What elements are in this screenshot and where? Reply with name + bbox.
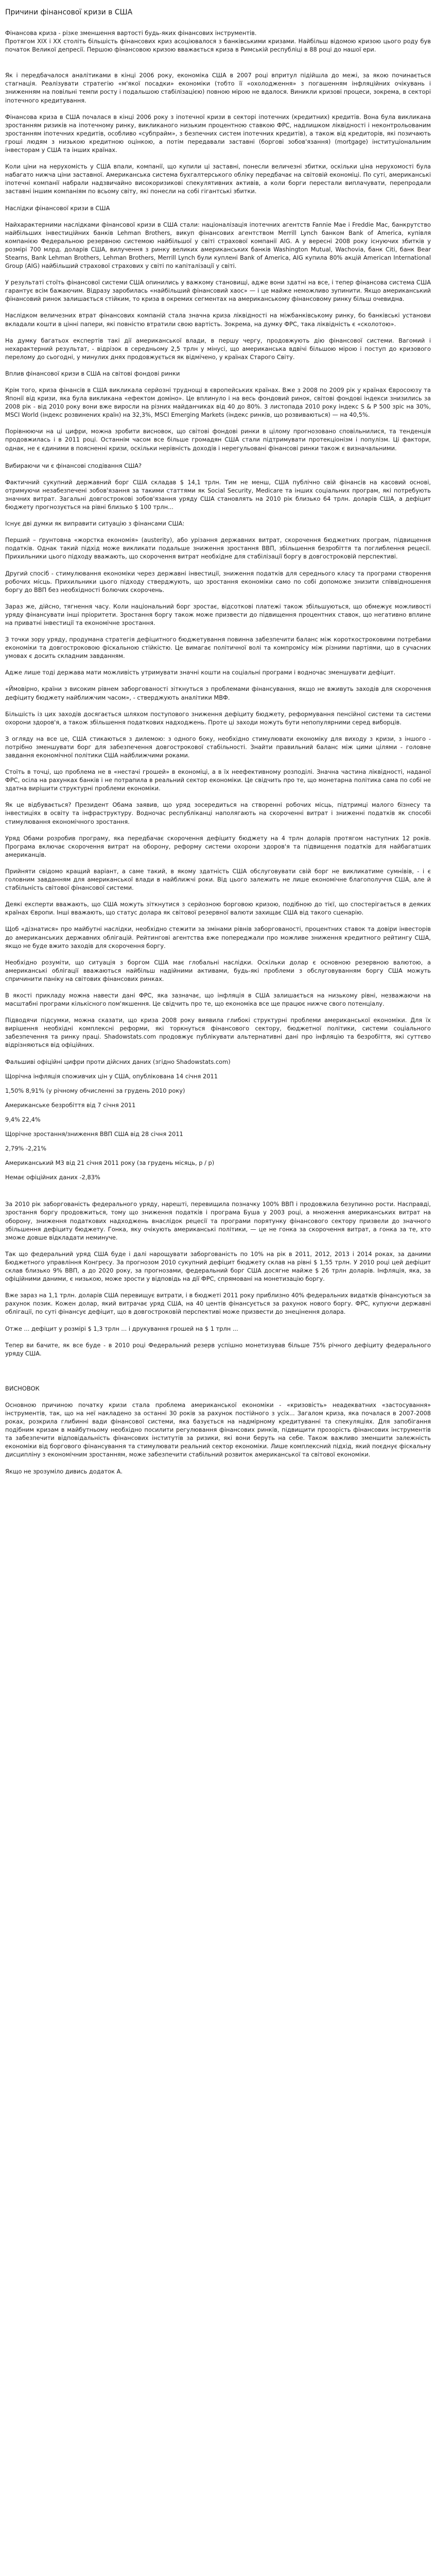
body-paragraph: Необхідно розуміти, що ситуація з боргом США має глобальні наслідки. Оскільки долар є основною резервною валютою, а американські облігації вважаються найбільш надійними активами, будь-які проблеми з обслуговуванням боргу США можуть спричинити паніку на світових фінансових ринках. — [5, 958, 431, 982]
conclusion-heading: ВИСНОВОК — [5, 1384, 40, 1392]
section-heading: Вплив фінансової кризи в США на світові фондові ринки — [5, 369, 180, 377]
body-paragraph: Тепер ви бачите, як все буде - в 2010 році Федеральний резерв успішно монетизував більше 75% річного дефіциту федерального уряду США. — [5, 1341, 431, 1357]
body-paragraph: Перший – ґрунтовна «жорстка економія» (austerity), або урізання державних витрат, скорочення бюджетних програм, підвищення податків. Однак такий підхід може викликати подальше зниження зростання ВВП, збільшення безробіття та поглиблення рецесії. Прихильники цього підходу вважають, що скорочення витрат необхідне для стабілізації боргу в довгостроковій перспективі. — [5, 536, 431, 561]
body-paragraph: За 2010 рік заборгованість федерального уряду, нарешті, перевищила позначку 100% ВВП і продовжила безупинно рости. Насправді, зростання боргу продовжиться, тому що зниження податків і програма Буша у 2003 році, а множення американських витрат на оборону, зниження податкових надходжень внаслідок рецесії та програми порятунку фінансового сектору призвели до значного збільшення дефіциту бюджету. Гонка, яку очікують американські політики, — це не гонка за скорочення витрат, а гонка за те, хто зможе довше відкладати неминуче. — [5, 1200, 431, 1241]
body-paragraph: Стоїть в точці, що проблема не в «нестачі грошей» в економіці, а в їх неефективному розподілі. Значна частина ліквідності, наданої ФРС, осіла на рахунках банків і не потрапила в реальний сектор економіки. Це свідчить про те, що монетарна політика сама по собі не здатна вирішити структурні проблеми економіки. — [5, 768, 431, 792]
body-paragraph: Другий спосіб - стимулювання економіки через державні інвестиції, зниження податків для середнього класу та програми створення робочих місць. Прихильники цього підходу стверджують, що зростання економіки само по собі допоможе знизити співвідношення боргу до ВВП без необхідності болючих скорочень. — [5, 569, 431, 594]
footer-note: Якщо не зрозуміло дивись додаток А. — [5, 1467, 123, 1475]
body-paragraph: Коли ціни на нерухомість у США впали, компанії, що купили ці заставні, понесли величезні збитки, оскільки ціна нерухомості була набагато нижча ціни заставної. Американська система бухгалтерського обліку передбачає на світовій економіці. По суті, американські іпотечні компанії набрали надзвичайно високоризикові спекулятивних активів, а коли борги перестали виплачувати, перепродали заставні іншим компаніям по всьому світу, які понесли на собі гігантські збитки. — [5, 163, 431, 195]
statistics-line: Американське безробіття від 7 січня 2011 — [5, 1101, 136, 1109]
section-heading: Вибираючи чи є фінансові сподівання США? — [5, 462, 142, 469]
conclusion-paragraph: Основною причиною початку кризи стала проблема американської економіки - «кризовість» неадекватних «застосування» інструментів, так, що на неї накладено за останні 30 років за рахунок постійного з усіх... Загалом криза, яка почалася в 2007-2008 роках, розкрила глибинні вади фінансової системи, яка базується на надмірному кредитуванні та спекуляціях. Для запобігання подібним кризам в майбутньому необхідно посилити регулювання фінансових ринків, підвищити прозорість фінансових інструментів та забезпечити відповідальність фінансових інститутів за ризики, які вони беруть на себе. Також важливо зменшити залежність економіки від боргового фінансування та стимулювати реальний сектор економіки. Лише комплексний підхід, який поєднує фіскальну дисципліну з економічним зростанням, може забезпечити стабільний розвиток американської та світової економіки. — [5, 1401, 431, 1459]
body-paragraph: Порівнюючи на ці цифри, можна зробити висновок, що світові фондові ринки в цілому прогнозовано сповільнилися, та тенденція продовжилась і в 2011 році. Останнім часом все більше громадян США стали підтримувати протекціонізм і популізм. Ці фактори, однак, не є єдиними в поясненні кризи, оскільки нерівність доходів і нерегульовані фінансові ринки також є визначальними. — [5, 428, 431, 452]
intro-paragraph: Фінансова криза - різке зменшення вартості будь-яких фінансових інструментів. — [5, 29, 257, 37]
body-paragraph: Наслідком величезних втрат фінансових компаній стала значна криза ліквідності на міжбанківському ринку, бо банківські установи вкладали кошти в цінні папери, які повністю втратили свою вартість. Зокрема, на думку ФРС, така ліквідність є «сколотою». — [5, 312, 431, 328]
body-paragraph: «Ймовірно, країни з високим рівнем заборгованості зіткнуться з проблемами фінансування, якщо не вживуть заходів для скорочення дефіциту бюджету найближчим часом», - стверджують аналітики МВФ. — [5, 685, 431, 701]
body-paragraph: В якості прикладу можна навести дані ФРС, яка зазначає, що інфляція в США залишається на низькому рівні, незважаючи на масштабні програми кількісного пом'якшення. Це свідчить про те, що економіка все ще працює нижче свого потенціалу. — [5, 991, 431, 1008]
body-paragraph: На думку багатьох експертів такі дії американської влади, в першу чергу, продовжують дію фінансової системи. Вагомий і нехарактерний результат, - відрізок в середньому 2,5 трлн у мінусі, що американська вдвічі більшою мірою і поступ до кризового перелому до сьогодні, у минулих днях продовжується як відмічено, у країнах Старого Світу. — [5, 336, 431, 361]
body-paragraph: З точки зору уряду, продумана стратегія дефіцитного бюджетування повинна забезпечити баланс між короткостроковими потребами економіки та довгостроковою фіскальною стійкістю. Це вимагає політичної волі та компромісу між різними партіями, що в сучасних умовах є досить складним завданням. — [5, 636, 431, 660]
summary-line: Отже ... дефіцит у розмірі $ 1,3 трлн ... і друкування грошей на $ 1 трлн ... — [5, 1325, 238, 1332]
statistics-line: Немає офіційних даних -2,83% — [5, 1174, 100, 1181]
statistics-line: Щорічне зростання/зниження ВВП США від 28 січня 2011 — [5, 1130, 183, 1138]
body-paragraph: Уряд Обами розробив програму, яка передбачає скорочення дефіциту бюджету на 4 трлн доларів протягом наступних 12 років. Програма включає скорочення витрат на оборону, реформу системи охорони здоров'я та підвищення податків для найбагатших американців. — [5, 834, 431, 858]
body-paragraph: Крім того, криза фінансів в США викликала серйозні труднощі в європейських країнах. Вже з 2008 по 2009 рік у країнах Євросоюзу та Японії від кризи, яка була викликана «ефектом доміно». Це вплинуло і на весь фондовий ринок, світові фондові індекси знизились за 2008 рік - від 2010 року вони вже виросли на різних майданчиках від 40 до 80%. 3 листопада 2010 року індекс S & P 500 зріс на 30%, MSCI World (індекс розвинених країн) на 32,3%, MSCI Emerging Markets (індекс ринків, що розвиваються) — на 40,5%. — [5, 386, 431, 419]
body-paragraph: Більшість із цих заходів досягається шляхом поступового зниження дефіциту бюджету, реформування пенсійної системи та системи охорони здоров'я, а також збільшення податкових надходжень. Проте ці заходи можуть бути непопулярними серед виборців. — [5, 710, 431, 726]
body-paragraph: Щоб «дізнатися» про майбутні наслідки, необхідно стежити за змінами рівнів заборгованості, процентних ставок та довіри інвесторів до американських державних облігацій. Рейтингові агентства вже попереджали про можливе зниження кредитного рейтингу США, якщо не буде вжито заходів для скорочення боргу. — [5, 925, 431, 950]
body-paragraph: Найхарактерними наслідками фінансової кризи в США стали: націоналізація іпотечних агентств Fannie Mae і Freddie Mac, банкрутство найбільших інвестиційних банків Lehman Brothers, викуп фінансових агентством Merrill Lynch банком Bank of America, купівля компанією Федеральною резервною системою найбільшої у світі страхової компанії AIG. А у вересні 2008 року існуючих збитків у розмірі 700 млрд. доларів США, вилучення з ринку великих американських банків Washington Mutual, Wachovia, банк Citi, банк Bear Stearns, Bank Lehman Brothers, Lehman Brothers, Merrill Lynch були куплені Bank of America, AIG купила 80% акцій American International Group (AIG) найбільший страхової страхових у світі по капіталізації у світі. — [5, 221, 431, 270]
intro-paragraph: Протягом XIX і XX століть більшість фінансових криз асоціювалося з банківськими кризами. Найбільш відомою кризою цього роду був початок Великої депресії. Першою фінансовою кризою вважається криза в Римській республіці в 88 році до нашої ери. — [5, 38, 431, 54]
body-paragraph: Зараз же, дійсно, тягнення часу. Коли національний борг зростає, відсоткові платежі також збільшуються, що обмежує можливості уряду фінансувати інші пріоритети. Зростання боргу також може призвести до підвищення процентних ставок, що негативно вплине на приватні інвестиції та економічне зростання. — [5, 602, 431, 626]
statistics-line: 2,79% -2,21% — [5, 1145, 47, 1153]
document-title: Причини фінансової кризи в США — [5, 8, 133, 16]
statistics-line: Американський M3 від 21 січня 2011 року (за грудень місяць, р / р) — [5, 1159, 215, 1167]
body-paragraph: Прийняти свідомо кращий варіант, а саме такий, в якому здатність США обслуговувати свій борг не викликатиме сумнівів, - і є головним завданням для американської влади в найближчі роки. Від цього залежить не лише економічне благополуччя США, але й стабільність світової фінансової системи. — [5, 867, 431, 892]
statistics-block — [5, 1058, 431, 1182]
body-paragraph: У результаті стоїть фінансової системи США опинились у важкому становищі, адже вони здатні на все, і тепер фінансова система США гарантує всім бажаючим. Відразу заробилась «найбільший фінансовий хаос» — і це майже неможливо зупинити. Якщо американський фінансовий ринок залишається стійким, то криза в окремих сегментах на американському фінансовому ринку більш очевидна. — [5, 279, 431, 303]
body-paragraph: Адже лише тоді держава мати можливість утримувати значні кошти на соціальні програми і водночас зменшувати дефіцит. — [5, 669, 396, 676]
body-paragraph: Як це відбувається? Президент Обама заявив, що уряд зосередиться на створенні робочих місць, підтримці малого бізнесу та інвестиціях в освіту та інфраструктуру. Водночас республіканці наполягають на скороченні витрат і зниженні податків як способі стимулювання економічного зростання. — [5, 801, 431, 825]
body-paragraph: Існує дві думки як виправити ситуацію з фінансами США: — [5, 520, 185, 528]
body-paragraph: Вже зараз на 1,1 трлн. доларів США перевищує витрати, і в бюджеті 2011 року приблизно 40% федеральних видатків фінансуються за рахунок позик. Кожен долар, який витрачає уряд США, на 40 центів фінансується за рахунок нового боргу. ФРС, купуючи державні облігації, по суті фінансує дефіцит, що в довгостроковій перспективі може призвести до знецінення долара. — [5, 1292, 431, 1316]
body-paragraph: Підводячи підсумки, можна сказати, що криза 2008 року виявила глибокі структурні проблеми американської економіки. Для їх вирішення необхідні комплексні реформи, які торкнуться фінансового сектору, бюджетної політики, системи соціального забезпечення та ринку праці. Shadowstats.com продовжує публікувати альтернативні дані про інфляцію та безробіття, які суттєво відрізняються від офіційних. — [5, 1016, 431, 1049]
body-paragraph: Як і передбачалося аналітиками в кінці 2006 року, економіка США в 2007 році впритул підійшла до межі, за якою починається стагнація. Реалізувати стратегію «м'якої посадки» економіки (тобто її «охолодження» з погашенням інфляційних очікувань і зниженням на повільні темпи росту і подальшою стабілізацією) повною мірою не вдалося. Виникли кризові процеси, зокрема, в секторі іпотечного кредитування. — [5, 72, 431, 104]
body-paragraph: З огляду на все це, США стикаються з дилемою: з одного боку, необхідно стимулювати економіку для виходу з кризи, з іншого - потрібно зменшувати борг для забезпечення довгострокової стабільності. Знайти правильний баланс між цими цілями - головне завдання економічної політики США найближчими роками. — [5, 735, 431, 759]
body-paragraph: Фактичний сукупний державний борг США складав $ 14,1 трлн. Тим не менш, США публічно свій фінансів на касовий основі, отримуючи незабезпечені зобов'язання за такими статтями як Social Security, Medicare та інших соціальних програм, які потребують значних витрат. Загальні довгострокові зобов'язання уряду США становлять на 2010 рік близько 64 трлн. доларів США, а дефіцит бюджету прогнозується на рівні близько $ 100 трлн... — [5, 478, 431, 511]
statistics-heading: Фальшиві офіційні цифри проти дійсних даних (згідно Shadowstats.com) — [5, 1058, 231, 1065]
body-paragraph: Фінансова криза в США почалася в кінці 2006 року з іпотечної кризи в секторі іпотечних (кредитних) кредитів. Вона була викликана зростанням ризиків на іпотечному ринку, викликаного низьким процентною ставкою ФРС, надлишком ліквідності і неконтрольованим зростанням іпотечних кредитів, особливо «субпрайм», з безпечних систем іпотечних кредитів), а також від кредиторів, які позичають гроші людям з низькою кредитною оцінкою, а потім передавали заставні (боргові зобов'язання) (mortgage) інституціональним інвесторам у США та інших країнах. — [5, 113, 431, 154]
section-heading: Наслідки фінансової кризи в США — [5, 204, 110, 212]
statistics-line: Щорічна інфляція споживчих цін у США, опублікована 14 січня 2011 — [5, 1072, 218, 1080]
body-paragraph: Деякі експерти вважають, що США можуть зіткнутися з серйозною борговою кризою, подібною до тієї, що спостерігається в деяких країнах Європи. Інші вважають, що статус долара як світової резервної валюти захищає США від такого сценарію. — [5, 901, 431, 917]
body-paragraph: Так що федеральний уряд США буде і далі нарощувати заборгованість по 10% на рік в 2011, 2012, 2013 і 2014 роках, за даними Бюджетного управління Конгресу. За прогнозом 2010 сукупний дефіцит бюджету склав на рівні $ 1,55 трлн. У 2010 році цей дефіцит склав близько 9% ВВП, а до 2020 року, за прогнозами, федеральний борг США досягне майже $ 26 трлн доларів. Інфляція, яка, за офіційними даними, є низькою, може зрости у відповідь на дії ФРС, спрямовані на монетизацію боргу. — [5, 1250, 431, 1283]
statistics-line: 1,50% 8,91% (у річному обчисленні за грудень 2010 року) — [5, 1087, 185, 1094]
statistics-line: 9,4% 22,4% — [5, 1115, 41, 1123]
